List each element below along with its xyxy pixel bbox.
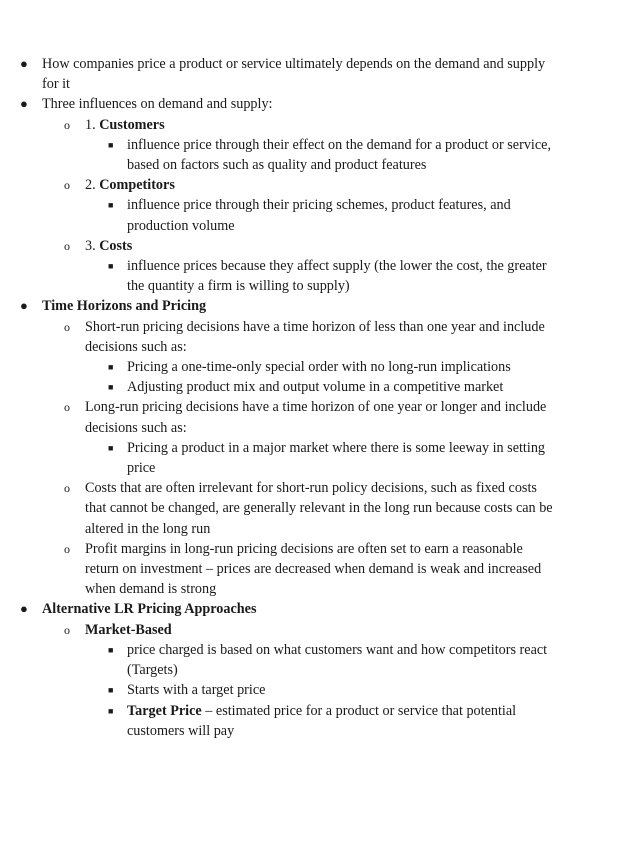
market-based-point bbox=[108, 680, 557, 700]
bullet-marker: o bbox=[64, 117, 70, 132]
costs-note-text: Costs that are often irrelevant for short-run policy decisions, such as fixed costs that cannot be changed, are generally relevant in the long run because costs can be altered in the long run bbox=[85, 480, 553, 537]
target-price-label: Target Price bbox=[127, 702, 202, 719]
long-run-text: Long-run pricing decisions have a time horizon of one year or longer and include decisions such as: bbox=[85, 399, 547, 436]
costs-label: Costs bbox=[99, 237, 133, 254]
bullet-marker: ■ bbox=[108, 442, 114, 453]
margins-note-item bbox=[64, 539, 557, 600]
market-based-label: Market-Based bbox=[85, 621, 172, 638]
time-horizons-heading: Time Horizons and Pricing bbox=[42, 298, 207, 315]
competitors-label: Competitors bbox=[99, 177, 175, 194]
customers-number: 1. bbox=[85, 116, 100, 133]
customers-detail: influence price through their effect on the demand for a product or service, based on factors such as quality and product features bbox=[127, 136, 552, 174]
bullet-marker: ● bbox=[20, 96, 28, 112]
margins-note-text: Profit margins in long-run pricing decisions are often set to earn a reasonable return on investment – prices are decreased when demand is weak and increased when demand is strong bbox=[85, 540, 542, 598]
bullet-marker: ■ bbox=[108, 139, 114, 150]
bullet-marker: o bbox=[64, 238, 70, 253]
bullet-marker: o bbox=[64, 541, 70, 556]
bullet-marker: ● bbox=[20, 601, 28, 617]
bullet-marker: ■ bbox=[108, 705, 114, 716]
bullet-time-horizons bbox=[20, 296, 557, 316]
bullet-marker: ■ bbox=[108, 261, 114, 272]
market-based-point-text: price charged is based on what customers want and how competitors react (Targets) bbox=[127, 641, 548, 679]
market-based-point-text: Starts with a target price bbox=[127, 682, 266, 699]
bullet-marker: o bbox=[64, 178, 70, 193]
bullet-marker: o bbox=[64, 319, 70, 334]
short-run-text: Short-run pricing decisions have a time horizon of less than one year and include decisions such as: bbox=[85, 318, 545, 355]
long-run-item bbox=[64, 397, 557, 437]
market-based-item bbox=[64, 620, 557, 640]
short-run-example bbox=[108, 357, 557, 377]
costs-note-item bbox=[64, 478, 557, 539]
bullet-alternative bbox=[20, 599, 557, 619]
customers-detail-item bbox=[108, 135, 557, 175]
target-price-point bbox=[108, 701, 557, 741]
bullet-marker: o bbox=[64, 400, 70, 415]
bullet-marker: o bbox=[64, 481, 70, 496]
influence-competitors bbox=[64, 175, 557, 195]
short-run-example-text: Adjusting product mix and output volume in a competitive market bbox=[127, 379, 504, 396]
short-run-item bbox=[64, 317, 557, 357]
bullet-marker: ■ bbox=[108, 685, 114, 696]
alternative-heading: Alternative LR Pricing Approaches bbox=[42, 601, 257, 618]
costs-detail-item bbox=[108, 256, 557, 296]
customers-label: Customers bbox=[99, 116, 165, 133]
influence-costs bbox=[64, 236, 557, 256]
costs-number: 3. bbox=[85, 237, 100, 254]
bullet-marker: ■ bbox=[108, 382, 114, 393]
short-run-example-text: Pricing a one-time-only special order with no long-run implications bbox=[127, 359, 511, 376]
competitors-detail: influence price through their pricing schemes, product features, and production volume bbox=[127, 197, 511, 234]
long-run-example bbox=[108, 438, 557, 478]
intro-text: How companies price a product or service ultimately depends on the demand and supply for it bbox=[42, 56, 546, 93]
influences-heading: Three influences on demand and supply: bbox=[42, 96, 273, 113]
competitors-number: 2. bbox=[85, 177, 100, 194]
bullet-marker: ■ bbox=[108, 362, 114, 373]
bullet-marker: ■ bbox=[108, 200, 114, 211]
bullet-marker: ■ bbox=[108, 644, 114, 655]
target-price-text: – estimated price for a product or service that potential customers will pay bbox=[127, 702, 517, 739]
bullet-influences bbox=[20, 94, 557, 114]
competitors-detail-item bbox=[108, 195, 557, 235]
bullet-marker: ● bbox=[20, 298, 28, 314]
market-based-point bbox=[108, 640, 557, 680]
costs-detail: influence prices because they affect supply (the lower the cost, the greater the quantity a firm is willing to supply) bbox=[127, 258, 547, 295]
bullet-marker: ● bbox=[20, 56, 28, 71]
short-run-example bbox=[108, 377, 557, 397]
long-run-example-text: Pricing a product in a major market where there is some leeway in setting price bbox=[127, 439, 546, 477]
bullet-intro bbox=[20, 54, 557, 94]
bullet-marker: o bbox=[64, 622, 70, 637]
document-page bbox=[0, 54, 636, 741]
influence-customers bbox=[64, 115, 557, 135]
